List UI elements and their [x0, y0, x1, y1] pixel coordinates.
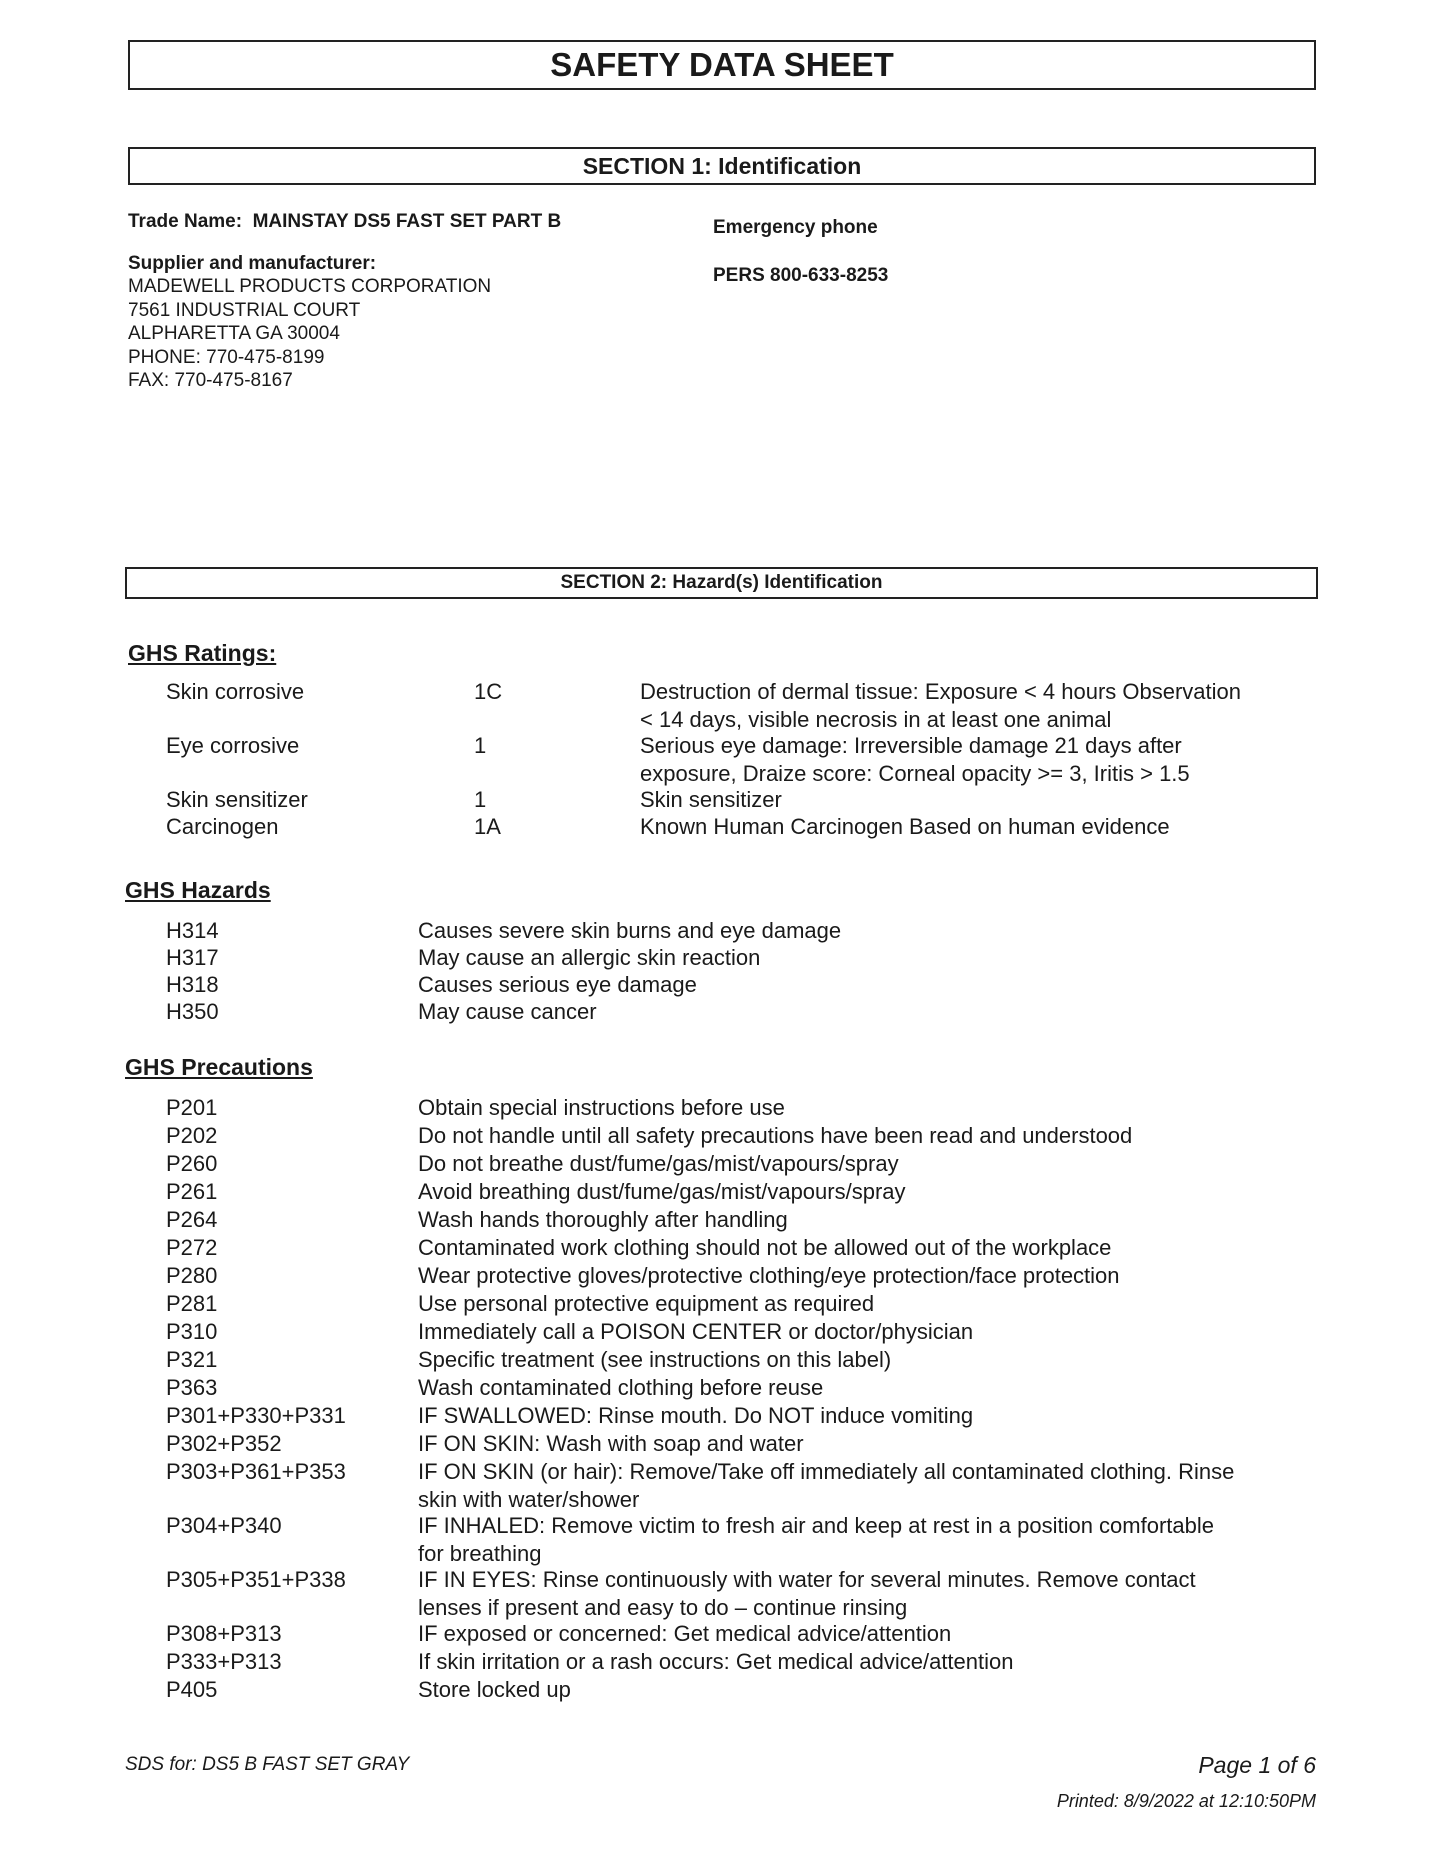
- precaution-line: IF SWALLOWED: Rinse mouth. Do NOT induce vomiting: [418, 1403, 974, 1428]
- rating-name: Eye corrosive: [166, 733, 300, 758]
- supplier-line: FAX: 770-475-8167: [128, 370, 293, 391]
- precaution-text: [418, 1122, 1298, 1150]
- rating-description-line: exposure, Draize score: Corneal opacity >= 3, Iritis > 1.5: [640, 760, 1190, 786]
- section-1-heading: SECTION 1: Identification: [128, 147, 1316, 185]
- rating-value: 1C: [474, 679, 503, 704]
- precaution-code: P405: [166, 1677, 218, 1702]
- supplier-line: 7561 INDUSTRIAL COURT: [128, 299, 361, 321]
- precaution-text: [418, 1290, 1298, 1318]
- precaution-text: [418, 1402, 1298, 1430]
- precaution-line: Specific treatment (see instructions on this label): [418, 1347, 892, 1372]
- document-title: SAFETY DATA SHEET: [128, 40, 1316, 90]
- rating-description: [640, 813, 1320, 841]
- rating-description-line: Destruction of dermal tissue: Exposure < 4 hours Observation: [640, 679, 1242, 704]
- precaution-code: P303+P361+P353: [166, 1459, 346, 1484]
- precaution-code: P304+P340: [166, 1513, 282, 1538]
- precaution-line: IF ON SKIN: Wash with soap and water: [418, 1431, 804, 1456]
- precaution-text: [418, 1430, 1298, 1458]
- precaution-line: lenses if present and easy to do – continue rinsing: [418, 1594, 908, 1620]
- footer-printed-date: Printed: 8/9/2022 at 12:10:50PM: [1056, 1791, 1316, 1811]
- emergency-phone-label: Emergency phone: [713, 217, 878, 238]
- precaution-line: Immediately call a POISON CENTER or doctor/physician: [418, 1319, 974, 1344]
- precaution-text: [418, 1566, 1298, 1621]
- precaution-text: [418, 1234, 1298, 1262]
- precaution-code: P302+P352: [166, 1431, 282, 1456]
- rating-name: Skin sensitizer: [166, 787, 308, 812]
- supplier-line: ALPHARETTA GA 30004: [128, 323, 340, 344]
- trade-name: [128, 210, 561, 234]
- identification-block: [128, 210, 561, 393]
- rating-name: Carcinogen: [166, 814, 279, 839]
- footer-sds-for: SDS for: DS5 B FAST SET GRAY: [125, 1754, 410, 1775]
- hazard-code: H318: [166, 972, 219, 997]
- precaution-text: [418, 1150, 1298, 1178]
- precaution-text: [418, 1178, 1298, 1206]
- rating-description-line: Skin sensitizer: [640, 787, 782, 812]
- precaution-code: P202: [166, 1123, 218, 1148]
- precaution-line: for breathing: [418, 1540, 542, 1566]
- precaution-text: [418, 1374, 1298, 1402]
- rating-name: Skin corrosive: [166, 679, 305, 704]
- precaution-text: [418, 1620, 1298, 1648]
- precaution-line: IF exposed or concerned: Get medical advice/attention: [418, 1621, 952, 1646]
- ghs-precautions-heading: GHS Precautions: [125, 1054, 313, 1080]
- rating-description: [640, 678, 1320, 733]
- precaution-line: Do not handle until all safety precautions have been read and understood: [418, 1123, 1133, 1148]
- ghs-ratings-heading: GHS Ratings:: [128, 640, 277, 666]
- hazard-code: H317: [166, 945, 219, 970]
- precaution-line: Wash contaminated clothing before reuse: [418, 1375, 824, 1400]
- trade-name-label: Trade Name:: [128, 211, 243, 232]
- rating-value: 1: [474, 733, 487, 758]
- precaution-text: [418, 1206, 1298, 1234]
- precaution-line: Store locked up: [418, 1677, 571, 1702]
- precaution-text: [418, 1458, 1298, 1513]
- hazard-text: Causes severe skin burns and eye damage: [418, 918, 842, 943]
- precaution-line: Avoid breathing dust/fume/gas/mist/vapours/spray: [418, 1179, 906, 1204]
- precaution-line: IF INHALED: Remove victim to fresh air and keep at rest in a position comfortable: [418, 1513, 1214, 1538]
- precaution-code: P201: [166, 1095, 218, 1120]
- precaution-code: P305+P351+P338: [166, 1567, 346, 1592]
- precaution-code: P308+P313: [166, 1621, 282, 1646]
- rating-description: [640, 732, 1320, 787]
- rating-description-line: Known Human Carcinogen Based on human evidence: [640, 814, 1170, 839]
- rating-description-line: Serious eye damage: Irreversible damage 21 days after: [640, 733, 1182, 758]
- precaution-code: P272: [166, 1235, 218, 1260]
- precaution-code: P301+P330+P331: [166, 1403, 346, 1428]
- hazard-text: May cause cancer: [418, 999, 597, 1024]
- precaution-code: P264: [166, 1207, 218, 1232]
- rating-value: 1A: [474, 814, 501, 839]
- hazard-code: H314: [166, 918, 219, 943]
- precaution-text: [418, 1512, 1298, 1567]
- section-2-heading: SECTION 2: Hazard(s) Identification: [125, 567, 1318, 599]
- precaution-text: [418, 1094, 1298, 1122]
- precaution-line: Wash hands thoroughly after handling: [418, 1207, 788, 1232]
- precaution-code: P281: [166, 1291, 218, 1316]
- hazard-code: H350: [166, 999, 219, 1024]
- precaution-line: Use personal protective equipment as required: [418, 1291, 875, 1316]
- hazard-text: Causes serious eye damage: [418, 972, 697, 997]
- emergency-phone-number: PERS 800-633-8253: [713, 265, 889, 286]
- precaution-line: Obtain special instructions before use: [418, 1095, 785, 1120]
- rating-value: 1: [474, 787, 487, 812]
- precaution-text: [418, 1262, 1298, 1290]
- precaution-code: P261: [166, 1179, 218, 1204]
- hazard-text: May cause an allergic skin reaction: [418, 945, 761, 970]
- precaution-code: P280: [166, 1263, 218, 1288]
- trade-name-value: MAINSTAY DS5 FAST SET PART B: [252, 211, 562, 232]
- precaution-line: Contaminated work clothing should not be allowed out of the workplace: [418, 1235, 1112, 1260]
- supplier-line: MADEWELL PRODUCTS CORPORATION: [128, 276, 492, 297]
- precaution-line: skin with water/shower: [418, 1486, 640, 1512]
- supplier-line: PHONE: 770-475-8199: [128, 346, 325, 368]
- rating-description: [640, 786, 1320, 814]
- precaution-text: [418, 1676, 1298, 1704]
- precaution-line: IF IN EYES: Rinse continuously with water for several minutes. Remove contact: [418, 1567, 1196, 1592]
- precaution-line: If skin irritation or a rash occurs: Get medical advice/attention: [418, 1649, 1014, 1674]
- rating-description-line: < 14 days, visible necrosis in at least one animal: [640, 706, 1112, 732]
- precaution-code: P333+P313: [166, 1649, 282, 1674]
- precaution-code: P363: [166, 1375, 218, 1400]
- supplier-label: Supplier and manufacturer:: [128, 252, 377, 274]
- precaution-text: [418, 1318, 1298, 1346]
- precaution-line: IF ON SKIN (or hair): Remove/Take off immediately all contaminated clothing. Rinse: [418, 1459, 1235, 1484]
- footer-page-number: Page 1 of 6: [1198, 1752, 1316, 1778]
- precaution-text: [418, 1346, 1298, 1374]
- precaution-text: [418, 1648, 1298, 1676]
- precaution-code: P310: [166, 1319, 218, 1344]
- precaution-line: Wear protective gloves/protective clothing/eye protection/face protection: [418, 1263, 1120, 1288]
- ghs-hazards-heading: GHS Hazards: [125, 877, 271, 903]
- precaution-line: Do not breathe dust/fume/gas/mist/vapours/spray: [418, 1151, 899, 1176]
- precaution-code: P321: [166, 1347, 218, 1372]
- precaution-code: P260: [166, 1151, 218, 1176]
